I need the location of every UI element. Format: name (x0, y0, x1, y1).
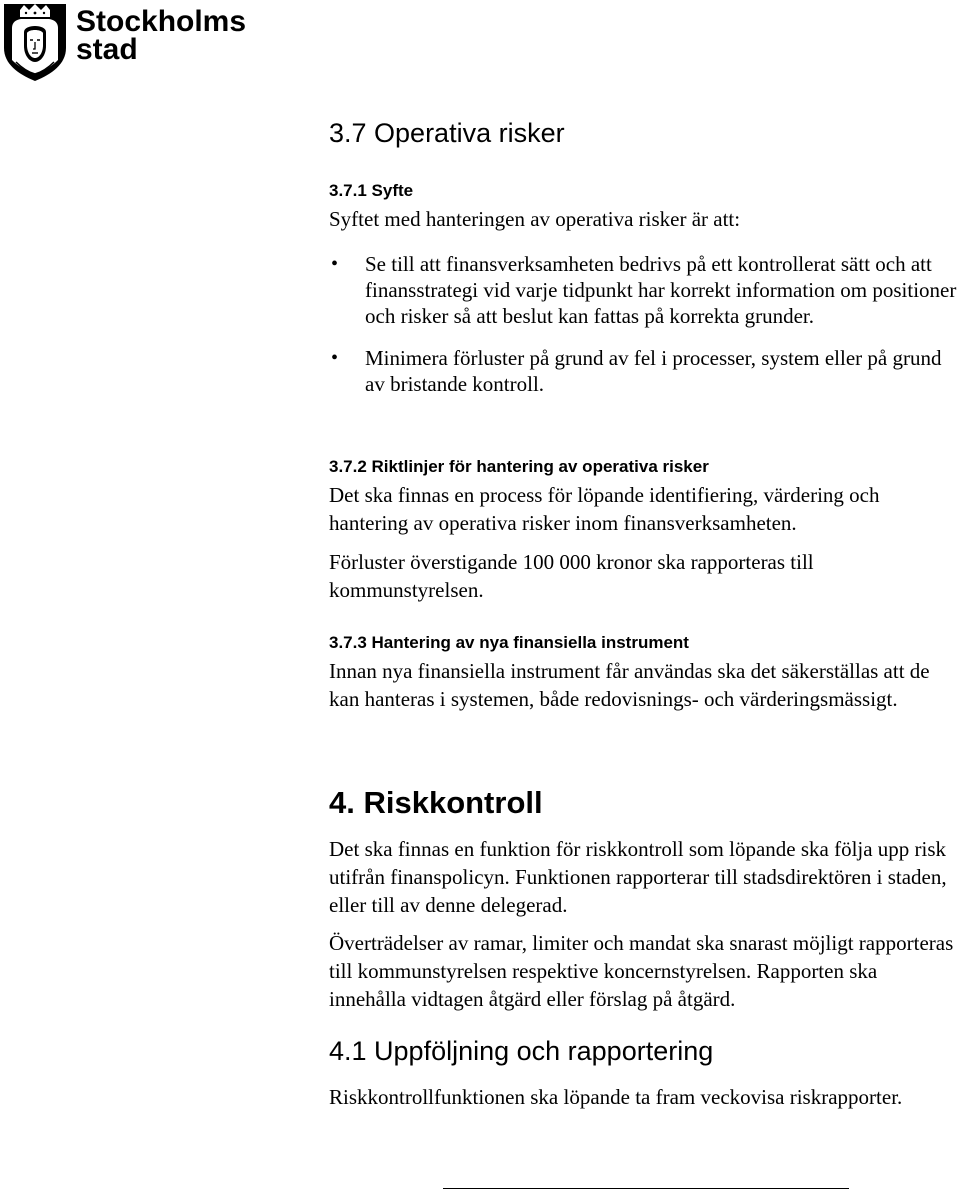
stockholms-stad-logo (2, 2, 246, 82)
list-item: • Se till att finansverksamheten bedrivs på ett kontrollerat sätt och att finansstrategi vid varje tidpunkt har korrekt information om positioner och risker så att beslut kan fattas på korrekta grunder. (329, 251, 959, 329)
section-4-paragraph-2: Överträdelser av ramar, limiter och mandat ska snarast möjligt rapporteras till kommunstyrelsen respektive koncernstyrelsen. Rapporten ska innehålla vidtagen åtgärd eller förslag på åtgärd. (329, 931, 954, 1011)
section-3-7-heading: 3.7 Operativa risker (329, 118, 565, 148)
list-item: • Minimera förluster på grund av fel i processer, system eller på grund av bristande kontroll. (329, 345, 959, 397)
logo-wordmark (76, 5, 247, 66)
section-3-7-1-intro: Syftet med hanteringen av operativa risker är att: (329, 207, 741, 231)
purpose-list (329, 251, 959, 397)
footnote-separator (443, 1188, 849, 1189)
section-3-7-2-heading: 3.7.2 Riktlinjer för hantering av operativa risker (329, 457, 709, 476)
logo-line-1: Stockholms (76, 5, 247, 38)
coat-of-arms-icon (2, 2, 68, 82)
section-3-7-3-paragraph: Innan nya finansiella instrument får användas ska det säkerställas att de kan hanteras i systemen, både redovisnings- och värderingsmässigt. (329, 659, 930, 711)
section-3-7-3-heading: 3.7.3 Hantering av nya finansiella instrument (329, 633, 689, 652)
section-3-7-2-paragraph-2: Förluster överstigande 100 000 kronor ska rapporteras till kommunstyrelsen. (329, 550, 814, 602)
section-3-7-2-paragraph-1: Det ska finnas en process för löpande identifiering, värdering och hantering av operativa risker inom finansverksamheten. (329, 483, 880, 535)
section-4-paragraph-1: Det ska finnas en funktion för riskkontroll som löpande ska följa upp risk utifrån finanspolicyn. Funktionen rapporterar till stadsdirektören i staden, eller till av denne delegerad. (329, 837, 947, 917)
section-4-1-heading: 4.1 Uppföljning och rapportering (329, 1036, 714, 1066)
logo-line-2: stad (76, 33, 138, 66)
section-4-1-paragraph: Riskkontrollfunktionen ska löpande ta fram veckovisa riskrapporter. (329, 1085, 903, 1109)
section-3-7-1-heading: 3.7.1 Syfte (329, 181, 414, 200)
section-4-heading: 4. Riskkontroll (329, 785, 543, 820)
